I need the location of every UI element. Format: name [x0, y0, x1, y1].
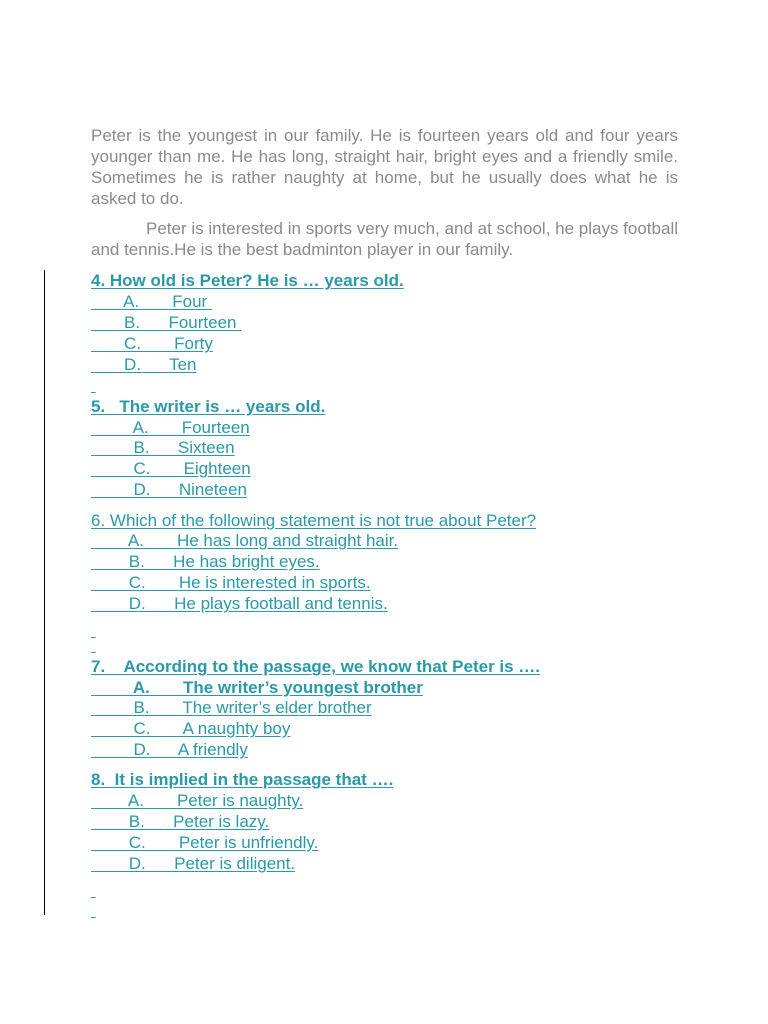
blank-line [91, 635, 96, 656]
question-6-option-c: C. He is interested in sports. [91, 573, 371, 592]
question-6-option-b: B. He has bright eyes. [91, 552, 320, 571]
question-4-option-a: A. Four [91, 292, 212, 311]
question-8-stem: 8. It is implied in the passage that …. [91, 770, 394, 789]
question-6-stem: 6. Which of the following statement is not true about Peter? [91, 511, 537, 530]
question-5-option-a: A. Fourteen [91, 418, 250, 437]
passage-paragraph-2: Peter is interested in sports very much, and at school, he plays football and tennis.He is the best badminton player in our family. [91, 219, 678, 259]
passage-paragraph-1: Peter is the youngest in our family. He is fourteen years old and four years younger than me. He has long, straight hair, bright eyes and a friendly smile. Sometimes he is rather naughty at home, but he usually does what he is asked to do. [91, 126, 678, 208]
question-6-option-d: D. He plays football and tennis. [91, 594, 388, 613]
margin-line [44, 270, 45, 915]
question-4-option-c: C. Forty [91, 334, 213, 353]
question-8-option-c: C. Peter is unfriendly. [91, 833, 319, 852]
question-7-option-d: D. A friendly [91, 740, 248, 759]
question-8-option-b: B. Peter is lazy. [91, 812, 270, 831]
question-8-option-d: D. Peter is diligent. [91, 854, 296, 873]
question-7-stem: 7. According to the passage, we know that Peter is …. [91, 657, 541, 676]
question-5-stem: 5. The writer is … years old. [91, 397, 326, 416]
question-7-option-b: B. The writer’s elder brother [91, 698, 372, 717]
question-4-stem: 4. How old is Peter? He is … years old. [91, 271, 404, 290]
blank-line [91, 880, 96, 901]
question-4-option-d: D. Ten [91, 355, 197, 374]
question-7-option-a: A. The writer’s youngest brother [91, 678, 423, 697]
question-5-option-b: B. Sixteen [91, 438, 235, 457]
question-5-option-c: C. Eighteen [91, 459, 251, 478]
question-4-option-b: B. Fourteen [91, 313, 242, 332]
question-6-option-a: A. He has long and straight hair. [91, 531, 399, 550]
question-7-option-c: C. A naughty boy [91, 719, 291, 738]
question-8-option-a: A. Peter is naughty. [91, 791, 304, 810]
blank-line [91, 375, 96, 396]
blank-line [91, 900, 96, 921]
question-5-option-d: D. Nineteen [91, 480, 247, 499]
